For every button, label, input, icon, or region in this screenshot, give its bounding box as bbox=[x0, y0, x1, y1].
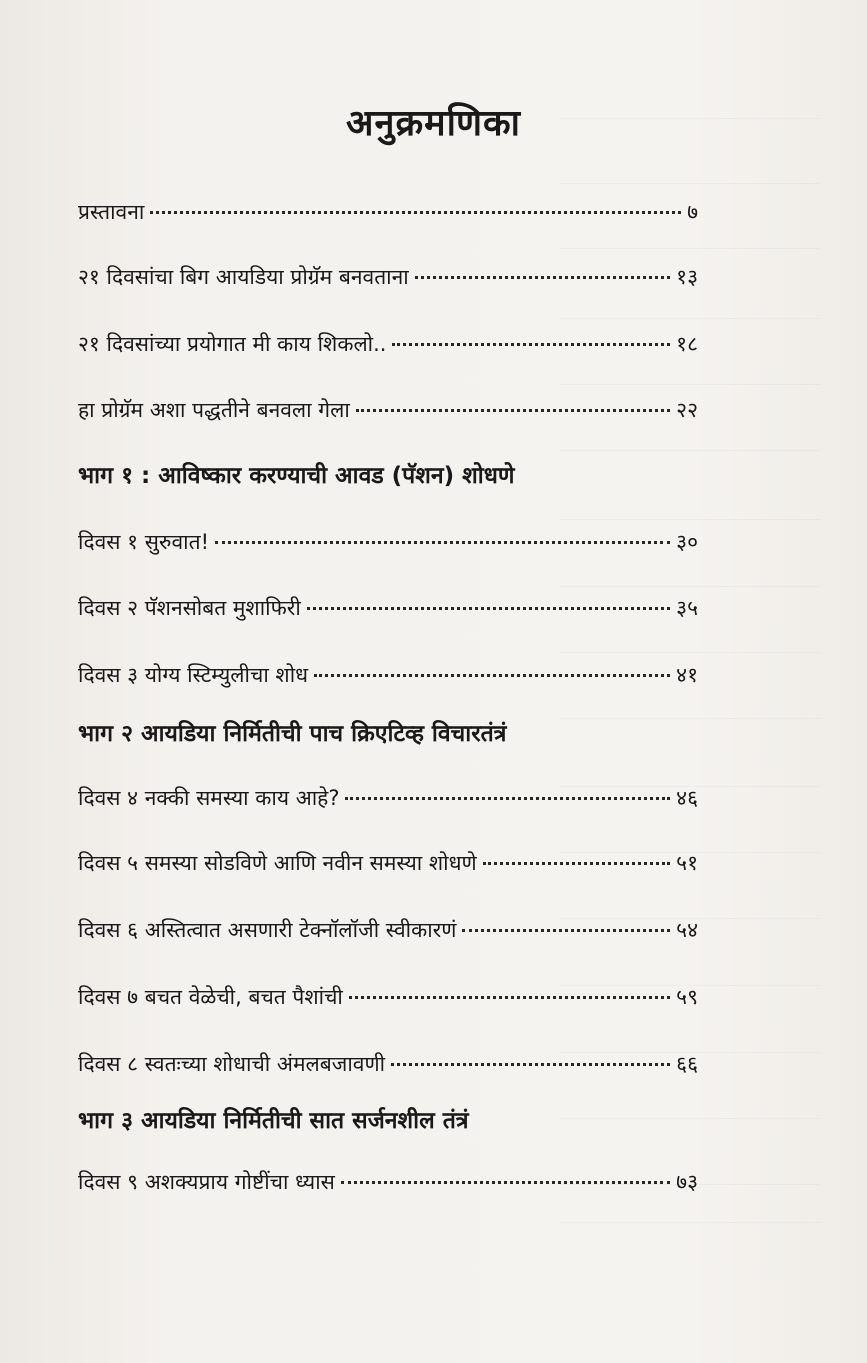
toc-entry[interactable] bbox=[78, 192, 698, 232]
toc-entry-label: दिवस ८ स्वतःच्या शोधाची अंमलबजावणी bbox=[78, 1052, 386, 1076]
toc-entry[interactable] bbox=[78, 843, 698, 883]
toc-entry-page: १३ bbox=[676, 265, 698, 289]
dot-leader bbox=[307, 606, 670, 610]
dot-leader bbox=[341, 1180, 670, 1184]
toc-entry[interactable] bbox=[78, 1044, 698, 1084]
toc-entry[interactable] bbox=[78, 588, 698, 628]
toc-entry-page: ५४ bbox=[676, 918, 698, 942]
toc-entry-page: ५१ bbox=[676, 851, 698, 875]
dot-leader bbox=[150, 210, 681, 214]
toc-entry-page: ५९ bbox=[676, 985, 698, 1009]
toc-entry-label: दिवस ७ बचत वेळेची, बचत पैशांची bbox=[78, 985, 343, 1009]
toc-entry[interactable] bbox=[78, 324, 698, 364]
toc-entry-label: दिवस १ सुरुवात! bbox=[78, 530, 209, 554]
toc-entry[interactable] bbox=[78, 977, 698, 1017]
toc-entry-page: ३० bbox=[676, 530, 698, 554]
toc-entry-label: हा प्रोग्रॅम अशा पद्धतीने बनवला गेला bbox=[78, 398, 350, 422]
toc-entry-label: प्रस्तावना bbox=[78, 200, 145, 224]
toc-entry-label: दिवस ३ योग्य स्टिम्युलीचा शोध bbox=[78, 663, 309, 687]
dot-leader bbox=[391, 1062, 670, 1066]
dot-leader bbox=[314, 673, 670, 677]
toc-entry[interactable] bbox=[78, 522, 698, 562]
part-heading[interactable]: भाग १ : आविष्कार करण्याची आवड (पॅशन) शोधणे bbox=[78, 463, 515, 489]
toc-entry-label: दिवस ४ नक्की समस्या काय आहे? bbox=[78, 786, 340, 810]
dot-leader bbox=[356, 408, 670, 412]
page-title: अनुक्रमणिका bbox=[346, 103, 521, 144]
toc-entry-page: १८ bbox=[676, 332, 698, 356]
toc-entry-page: ६६ bbox=[676, 1052, 698, 1076]
toc-entry[interactable] bbox=[78, 655, 698, 695]
toc-entry-page: ७ bbox=[687, 200, 698, 224]
toc-entry-label: दिवस ६ अस्तित्वात असणारी टेक्नॉलॉजी स्वीकारणं bbox=[78, 918, 457, 942]
toc-entry[interactable] bbox=[78, 910, 698, 950]
dot-leader bbox=[392, 342, 670, 346]
toc-entry[interactable] bbox=[78, 390, 698, 430]
dot-leader bbox=[462, 928, 670, 932]
toc-entry-page: ७३ bbox=[676, 1170, 698, 1194]
toc-entry-label: २१ दिवसांच्या प्रयोगात मी काय शिकलो.. bbox=[78, 332, 387, 356]
toc-entry-label: दिवस २ पॅशनसोबत मुशाफिरी bbox=[78, 596, 301, 620]
toc-entry[interactable] bbox=[78, 257, 698, 297]
toc-entry[interactable] bbox=[78, 778, 698, 818]
dot-leader bbox=[483, 861, 670, 865]
toc-entry-page: ३५ bbox=[676, 596, 698, 620]
dot-leader bbox=[415, 275, 670, 279]
toc-entry-label: २१ दिवसांचा बिग आयडिया प्रोग्रॅम बनवताना bbox=[78, 265, 409, 289]
toc-entry-page: ४६ bbox=[676, 786, 698, 810]
toc-entry[interactable] bbox=[78, 1162, 698, 1202]
part-heading[interactable]: भाग २ आयडिया निर्मितीची पाच क्रिएटिव्ह विचारतंत्रं bbox=[78, 721, 507, 747]
toc-entry-page: २२ bbox=[676, 398, 698, 422]
part-heading[interactable]: भाग ३ आयडिया निर्मितीची सात सर्जनशील तंत्रं bbox=[78, 1108, 469, 1134]
toc-entry-label: दिवस ५ समस्या सोडविणे आणि नवीन समस्या शोधणे bbox=[78, 851, 477, 875]
dot-leader bbox=[349, 995, 670, 999]
toc-entry-label: दिवस ९ अशक्यप्राय गोष्टींचा ध्यास bbox=[78, 1170, 335, 1194]
dot-leader bbox=[345, 796, 670, 800]
dot-leader bbox=[215, 540, 670, 544]
toc-entry-page: ४१ bbox=[676, 663, 698, 687]
